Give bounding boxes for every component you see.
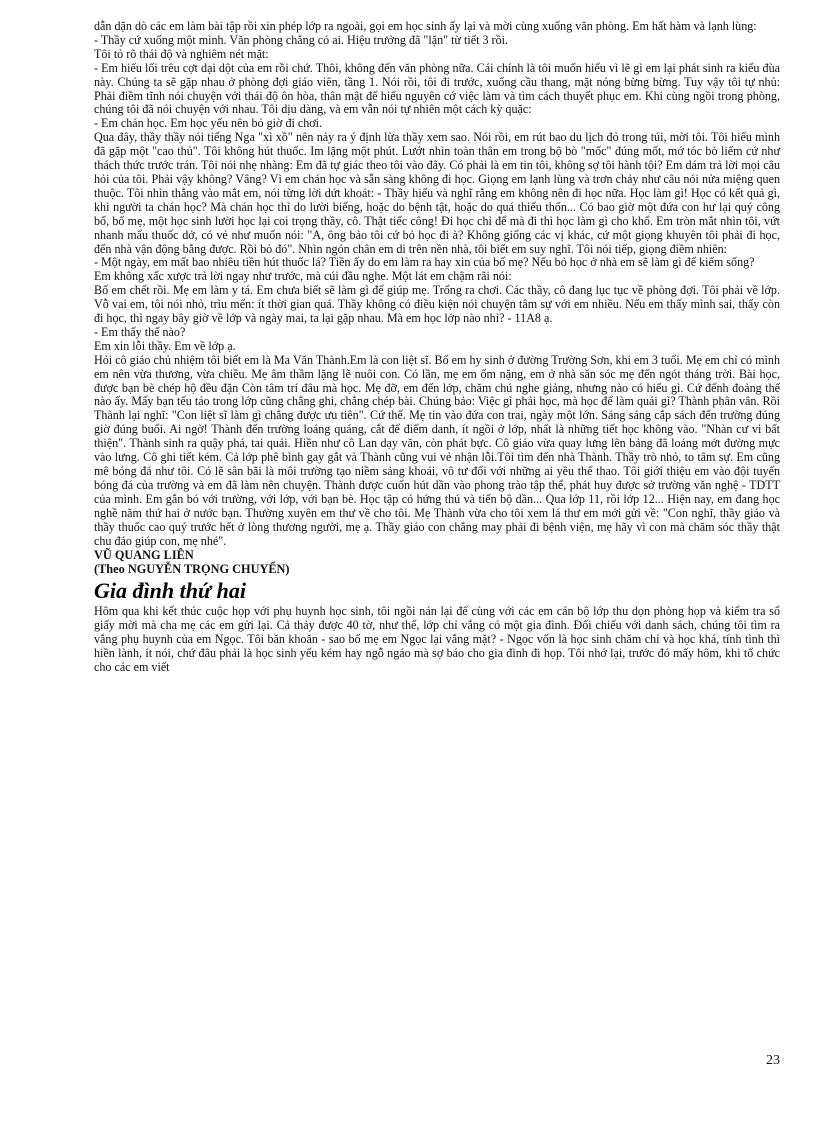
document-page	[94, 20, 780, 675]
story-paragraph: Qua đây, thầy thầy nói tiếng Nga "xì xồ" nên nảy ra ý định lừa thầy xem sao. Nói rồi, em rút bao du lịch đỏ trong túi, mời tôi. Tôi hiểu mình đã gặp một "cao thủ". Tôi không hút thuốc. Im lặng một phút. Lướt nhìn toàn thân em trong bộ bò "mốc" đúng mốt, mớ tóc bò liếm cứ như thách thức trước trán. Tôi nói nhẹ nhàng: Em đã tự giác theo tôi vào đây. Có phải là em tin tôi, không sợ tôi hành tội? Em dám trả lời mọi câu hỏi của tôi. Phải vậy không? Vâng? Vì em chán học và sẵn sàng không đi học. Giọng em lạnh lùng và trơn chảy như câu nói nửa miệng quen thuộc. Tôi nhìn thẳng vào mắt em, nói từng lời dứt khoát: - Thầy hiểu và nghĩ rằng em không nên đi học nữa. Học làm gì! Học có kết quả gì, khi người ta chán học? Mà chán học thì do lười biếng, hoặc do bệnh tật, hoặc do quá thiếu thốn... Có bao giờ một đứa con hư lại quý công bố, bố mẹ, một học sinh lười học lại coi trọng thầy, cô. Thật tiếc công! Đi học chỉ để mà đi thì học làm gì cho khổ. Em tròn mắt nhìn tôi, vứt nhanh mẩu thuốc dở, có vẻ như muốn nói: "A, ông bảo tôi cứ bỏ học đi à? Không giống các vị khác, cứ một giọng khuyên tôi phải đi học, đến nhà vận động bằng được. Rồi bỏ đó". Nhìn ngón chân em di trên nền nhà, tôi biết em suy nghĩ. Tôi nói tiếp, giọng điềm nhiên:	[94, 130, 780, 256]
author-name: VŨ QUANG LIÊN	[94, 548, 194, 563]
story-paragraph: - Em thấy thế nào?	[94, 324, 186, 339]
section-title: Gia đình thứ hai	[94, 578, 246, 604]
story-paragraph: Hỏi cô giáo chủ nhiệm tôi biết em là Ma Văn Thành.Em là con liệt sĩ. Bố em hy sinh ở đường Trường Sơn, khi em 3 tuổi. Mẹ em chỉ có mình em nên vừa thương, vừa chiều. Mẹ âm thầm lặng lẽ nuôi con. Có lần, mẹ em ốm nặng, em ở nhà săn sóc mẹ đến ngót tháng trời. Bài học, được bạn bè chép hộ đều đặn Còn tâm trí đâu mà học. Mẹ đỡ, em đến lớp, chăm chú nghe giảng, nhưng nào có hiểu gì. Cứ đểnh đoảng thế nào ấy. Mấy bạn tếu táo trong lớp cũng chẳng ghi, chẳng chép bài. Chúng bảo: Việc gì phải học, mà học để làm quái gì? Thành phân vân. Rồi Thành lại nghĩ: "Con liệt sĩ làm gì chẳng được ưu tiên". Cứ thế. Mẹ tin vào đứa con trai, ngày một lớn. Sáng sáng cắp sách đến trường đúng giờ đúng buổi. Ai ngờ! Thành đến trường loáng quáng, cắt để điểm danh, ít ngồi ở lớp, nhất là những tiết học không vào. "Nhàn cư vi bất thiện". Thành sinh ra quậy phá, tai quái. Hiền như cô Lan dạy văn, còn phát bực. Cô giáo vừa quay lưng lên bảng đã loáng mớt đường mực vào lưng. Cô ghi tiết kém. Cả lớp phê bình gay gắt và Thành cũng vui vẻ nhận lỗi.Tôi tìm đến nhà Thành. Thầy trò nhỏ, to tâm sự. Em cũng mê bóng đá như tôi. Có lẽ sân bãi là môi trường tạo niềm sảng khoái, vô tư đối với những ai yêu thể thao. Tôi giới thiệu em vào đội tuyển bóng đá của trường và em đã làm nên chuyện. Thành được cuốn hút dần vào phong trào tập thể, phát huy được sở trường văn nghệ - TDTT của mình. Em gắn bó với trường, với lớp, với bạn bè. Học tập có hứng thú và tiến bộ dần... Qua lớp 11, rồi lớp 12... Hiện nay, em đang học nghề năm thứ hai ở nước bạn. Thường xuyên em thư về cho tôi. Mẹ Thành vừa cho tôi xem lá thư em mới gửi về: "Con nghĩ, thầy giáo và thầy thuốc cao quý trước hết ở lòng thương người, mẹ ạ. Thầy giáo con chẳng may phải đi bệnh viện, mẹ hãy vì con mà chăm sóc thầy thật chu đáo giúp con, mẹ nhé".	[94, 352, 780, 548]
section-paragraph: Hôm qua khi kết thúc cuộc họp với phụ huynh học sinh, tôi ngồi nán lại để cùng với các em cán bộ lớp thu dọn phòng họp và kiểm tra số giấy mời mà cha mẹ các em gửi lại. Cả thảy được 40 tờ, như thế, lớp chỉ vắng có một gia đình. Đối chiếu với danh sách, chúng tôi tìm ra vắng phụ huynh của em Ngọc. Tôi băn khoăn - sao bố mẹ em Ngọc lại vắng mặt? - Ngọc vốn là học sinh chăm chỉ và học khá, tính tình thì hiền lành, ít nói, chứ đâu phải là học sinh yếu kém hay ngỗ ngáo mà sợ báo cho gia đình đi họp. Tôi nhớ lại, trước đó mấy hôm, khi tổ chức cho các em viết	[94, 604, 780, 675]
page-number: 23	[766, 1053, 780, 1068]
story-paragraph: Bố em chết rồi. Mẹ em làm y tá. Em chưa biết sẽ làm gì để giúp mẹ. Trống ra chơi. Các thầy, cô đang lục tục về phòng đợi. Tôi phải về lớp. Vỗ vai em, tôi nói nhỏ, trìu mến: ít thời gian quá. Thầy không có điều kiện nói chuyện tâm sự với em nhiều. Nếu em thấy mình sai, thấy còn đi học, thì ngay bây giờ về lớp và ngày mai, ta lại gặp nhau. Mà em học lớp nào nhỉ? - 11A8 ạ.	[94, 283, 780, 326]
story-paragraph: - Em chán học. Em học yếu nên bỏ giờ đi chơi.	[94, 116, 323, 131]
story-paragraph: Em không xấc xược trả lời ngay như trước, mà cúi đầu nghe. Một lát em chậm rãi nói:	[94, 269, 512, 284]
source-credit: (Theo NGUYỄN TRỌNG CHUYỂN)	[94, 562, 290, 577]
story-paragraph: Tôi tỏ rõ thái độ và nghiêm nét mặt:	[94, 46, 269, 61]
story-paragraph: - Em hiểu lối trêu cợt dại dột của em rồi chứ. Thôi, không đến văn phòng nữa. Cái chính là tôi muốn hiểu vì lẽ gì em lại phát sinh ra kiểu đùa này. Chúng ta sẽ gặp nhau ở phòng đợi giáo viên, tầng 1. Nói rồi, tôi đi trước, xuống cầu thang, mặt nóng bừng bừng. Tuy vậy tôi tự nhủ: Phải điềm tĩnh nói chuyện với thái độ ôn hòa, thân mật để hiểu nguyên cớ việc làm và tìm cách thuyết phục em. Khi cùng ngồi trong phòng, chúng tôi đã nói chuyện với nhau. Tôi dịu dàng, và em vẫn nói tự nhiên một cách kỳ quặc:	[94, 60, 780, 117]
story-paragraph: dẫn dặn dò các em làm bài tập rồi xin phép lớp ra ngoài, gọi em học sinh ấy lại và mời cùng xuống văn phòng. Em hất hàm và lạnh lùng:	[94, 19, 757, 33]
story-paragraph: - Thầy cứ xuống một mình. Văn phòng chẳng có ai. Hiệu trưởng đã "lặn" từ tiết 3 rồi.	[94, 32, 509, 47]
story-paragraph: Em xin lỗi thầy. Em về lớp ạ.	[94, 338, 236, 353]
story-paragraph: - Một ngày, em mất bao nhiêu tiền hút thuốc lá? Tiền ấy do em làm ra hay xin của bố mẹ? Nếu bỏ học ở nhà em sẽ làm gì để kiếm sống?	[94, 255, 755, 270]
